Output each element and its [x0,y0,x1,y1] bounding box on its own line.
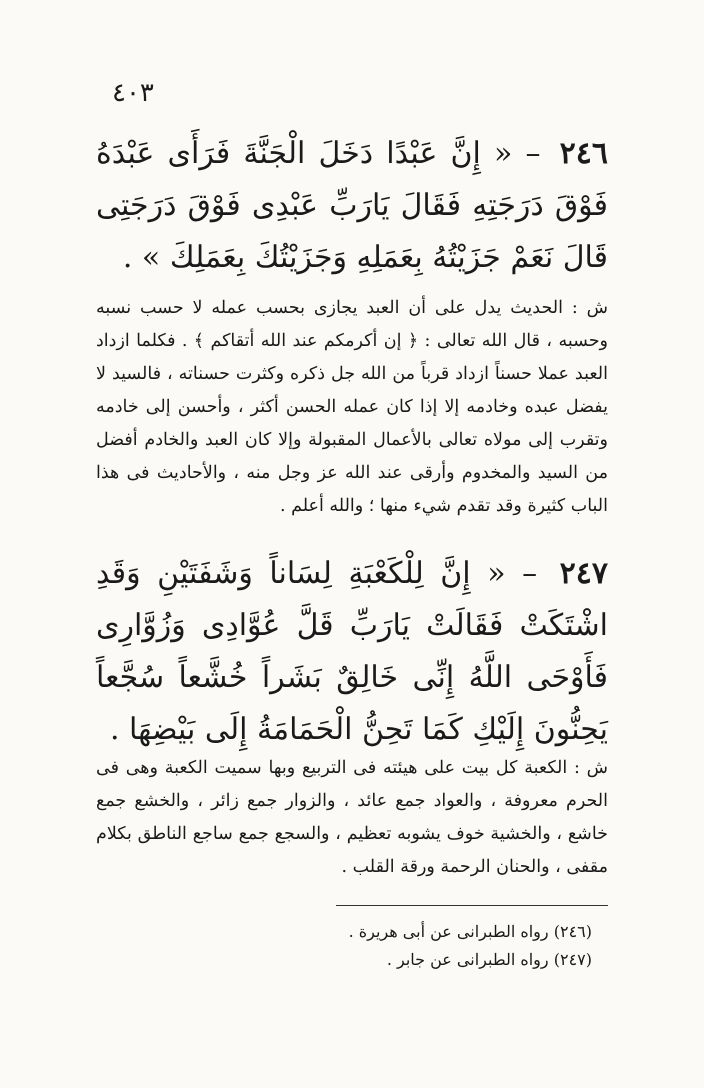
hadith-number: ٢٤٦ [559,136,608,171]
hadith-text: – « إِنَّ لِلْكَعْبَةِ لِسَاناً وَشَفَتَيْنِ وَقَدِ اشْتَكَتْ فَقَالَتْ يَارَبِّ قَلَّ عُوَّادِى وَزُوَّارِى فَأَوْحَى اللَّهُ إِنِّى خَالِقٌ بَشَراً خُشَّعاً سُجَّعاً يَحِنُّونَ إِلَيْكِ كَمَا تَحِنُّ الْحَمَامَةُ إِلَى بَيْضِهَا . [96,556,608,747]
footnote-246: (٢٤٦) رواه الطبرانى عن أبى هريرة . [348,922,592,941]
hadith-number: ٢٤٧ [559,556,608,591]
footnotes [96,918,592,974]
page-number: ٤٠٣ [112,78,154,108]
commentary-247: ش : الكعبة كل بيت على هيئته فى التربيع وبها سميت الكعبة وهى فى الحرم معروفة ، والعواد جمع عائد ، والزوار جمع زائر ، والخشع جمع خاشع ، والخشية خوف يشوبه تعظيم ، والسجع جمع ساجع الناطق بكلام مقفى ، والحنان الرحمة ورقة القلب . [96,758,608,877]
hadith-text: – « إِنَّ عَبْدًا دَخَلَ الْجَنَّةَ فَرَأَى عَبْدَهُ فَوْقَ دَرَجَتِهِ فَقَالَ يَارَبِّ عَبْدِى فَوْقَ دَرَجَتِى قَالَ نَعَمْ جَزَيْتُهُ بِعَمَلِهِ وَجَزَيْتُكَ بِعَمَلِكَ » . [96,136,608,275]
commentary-246: ش : الحديث يدل على أن العبد يجازى بحسب عمله لا حسب نسبه وحسبه ، قال الله تعالى : ﴿ إن أكرمكم عند الله أتقاكم ﴾ . فكلما ازداد العبد عملا حسناً ازداد قرباً من الله جل ذكره وكثرت حسناته ، فالسيد لا يفضل عبده وخادمه إلا إذا كان عمله الحسن أكثر ، وأحسن إلى خادمه وتقرب إلى مولاه تعالى بالأعمال المقبولة وإلا كان العبد والخادم أفضل من السيد والمخدوم وأرقى عند الله عز وجل منه ، والأحاديث فى هذا الباب كثيرة وقد تقدم شيء منها ؛ والله أعلم . [96,298,608,516]
hadith-246 [96,128,608,284]
footnote-divider [336,905,608,906]
hadith-247 [96,548,608,756]
footnote-247: (٢٤٧) رواه الطبرانى عن جابر . [386,950,592,969]
